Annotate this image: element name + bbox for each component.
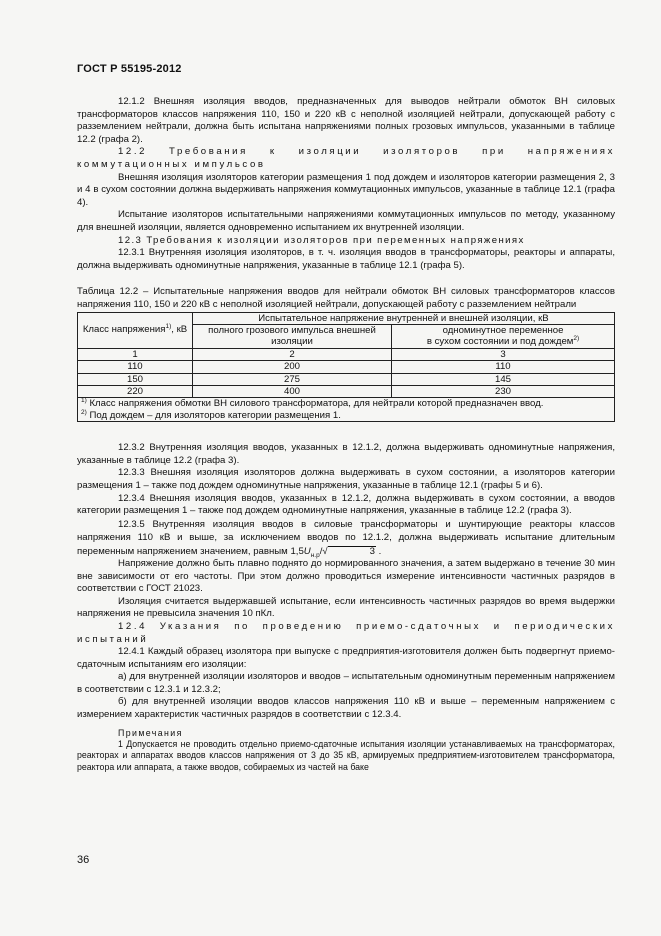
table-row: 220 400 230 <box>78 385 615 397</box>
document-body <box>77 96 615 773</box>
paragraph-12-4-1: 12.4.1 Каждый образец изолятора при выпуске с предприятия-изготовителя должен быть подвергнут приемо-сдаточным испытаниям его изоляции: <box>77 646 615 670</box>
table-header-oneminute: одноминутное переменное в сухом состоянии и под дождем$^{2)}$ <box>392 324 615 348</box>
section-12-2-heading: 12.2 Требования к изоляции изоляторов при напряжениях коммутационных импульсов <box>77 146 615 170</box>
paragraph-12-2-b: Испытание изоляторов испытательными напряжениями коммутационных импульсов по методу, указанному для внешней изоляции, является одновременно испытанием их внутренней изоляции. <box>77 209 615 233</box>
paragraph-12-2-a: Внешняя изоляция изоляторов категории размещения 1 под дождем и изоляторов категории размещения 2, 3 и 4 в сухом состоянии должна выдерживать напряжения коммутационных импульсов, указанные в таблице 12.1 (графа 4). <box>77 171 615 208</box>
paragraph-item-a: а) для внутренней изоляции изоляторов и вводов – испытательным одноминутным переменным напряжением в соответствии с 12.3.1 и 12.3.2; <box>77 671 615 695</box>
page-number: 36 <box>77 854 90 866</box>
table-footnote-1: $^{1)}$ Класс напряжения обмотки ВН силового трансформатора, для нейтрали которой предназначен ввод. <box>78 398 615 410</box>
table-12-2 <box>77 312 615 423</box>
paragraph-12-3-1: 12.3.1 Внутренняя изоляция изоляторов, в т. ч. изоляция вводов в трансформаторы, реакторы и аппараты, должна выдерживать одноминутные напряжения, указанные в таблице 12.1 (графа 5). <box>77 247 615 271</box>
section-12-3-heading: 12.3 Требования к изоляции изоляторов при переменных напряжениях <box>118 234 525 246</box>
table-caption: Таблица 12.2 – Испытательные напряжения вводов для нейтрали обмоток ВН силовых трансформаторов классов напряжения 110, 150 и 220 кВ с неполной изоляцией нейтрали, допускающей работу с разземлением нейтрали <box>77 286 615 310</box>
table-header-class: Класс напряжения$^{1)}$, кВ <box>78 312 193 348</box>
section-12-4-heading: 12.4 Указания по проведению приемо-сдаточных и периодических испытаний <box>77 620 615 645</box>
paragraph-12-1-2: 12.1.2 Внешняя изоляция вводов, предназначенных для выводов нейтрали обмоток ВН силовых трансформаторов классов напряжения 110, 150 и 220 кВ с неполной изоляцией нейтрали, допускающей работу с разземлением нейтрали, должна быть испытана напряжениями полных грозовых импульсов, указанными в таблице 12.2 (графа 2). <box>77 96 615 145</box>
table-footnote-2: $^{2)}$ Под дождем – для изоляторов категории размещения 1. <box>78 410 615 422</box>
paragraph-12-3-5: 12.3.5 Внутренняя изоляция вводов в силовые трансформаторы и шунтирующие реакторы классов напряжения 110 кВ и выше, за исключением вводов по 12.1.2, должна выдерживать испытание длительным переменным напряжением значением, равным $1,5U_{н.р}/√$ 3 . <box>77 518 615 559</box>
document-header: ГОСТ Р 55195-2012 <box>77 63 182 75</box>
table-row: 110 200 110 <box>78 361 615 373</box>
table-row: 150 275 145 <box>78 373 615 385</box>
paragraph-insulation-passed: Изоляция считается выдержавшей испытание, если интенсивность частичных разрядов во время выдержки напряжения не превысила значения 10 пКл. <box>77 595 615 620</box>
paragraph-12-3-4: 12.3.4 Внешняя изоляция вводов, указанных в 12.1.2, должна выдерживать в сухом состоянии, а вводов категории размещения 1 – также под дождем одноминутные напряжения, указанные в таблице 12.2 (графа 3). <box>77 492 615 517</box>
paragraph-voltage-rise: Напряжение должно быть плавно поднято до нормированного значения, а затем выдержано в течение 30 мин вне зависимости от его частоты. При этом должно проводиться измерение интенсивности частичных разрядов в соответствии с ГОСТ 21023. <box>77 557 615 595</box>
table-header-impulse: полного грозового импульса внешней изоляции <box>193 324 392 348</box>
table-header-group: Испытательное напряжение внутренней и внешней изоляции, кВ <box>193 312 615 324</box>
paragraph-item-b: б) для внутренней изоляции вводов классов напряжения 110 кВ и выше – переменным напряжением с измерением характеристик частичных разрядов в соответствии с 12.3.4. <box>77 696 615 721</box>
paragraph-12-3-3: 12.3.3 Внешняя изоляция изоляторов должна выдерживать в сухом состоянии, а изоляторов категории размещения 1 – также под дождем одноминутные напряжения, указанные в таблице 12.1 (графы 5 и 6). <box>77 467 615 491</box>
paragraph-12-3-2: 12.3.2 Внутренняя изоляция вводов, указанных в 12.1.2, должна выдерживать одноминутные напряжения, указанные в таблице 12.2 (графа 3). <box>77 442 615 466</box>
note-1: 1 Допускается не проводить отдельно приемо-сдаточные испытания изоляции устанавливаемых на трансформаторах, реакторах и аппаратах вводов классов напряжения от 3 до 35 кВ, армируемых предприятием-изготовителем трансформатора, реактора или аппарата, а также вводов, собираемых из частей на баке <box>77 739 615 772</box>
notes-title: Примечания <box>118 727 183 738</box>
table-column-numbers: 1 2 3 <box>78 348 615 360</box>
